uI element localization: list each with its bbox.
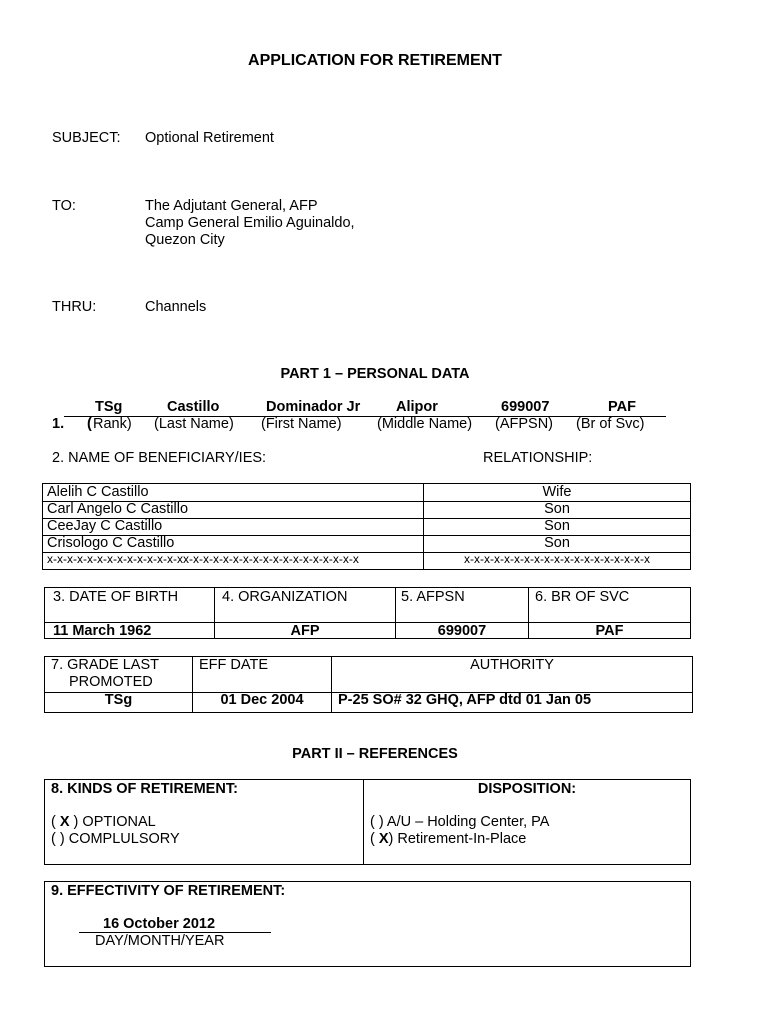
effectivity-label: 9. EFFECTIVITY OF RETIREMENT:	[51, 883, 286, 899]
organization-value: AFP	[290, 623, 320, 639]
grade-header-line2: PROMOTED	[69, 674, 153, 690]
to-line-2: Camp General Emilio Aguinaldo,	[145, 215, 355, 231]
holding-center-option: ( ) A/U – Holding Center, PA	[370, 814, 550, 830]
to-line-1: The Adjutant General, AFP	[145, 198, 318, 214]
optional-option: ( X ) OPTIONAL	[51, 814, 156, 830]
middle-name-caption: (Middle Name)	[377, 416, 473, 432]
grade-header-line1: 7. GRADE LAST	[51, 657, 159, 673]
relationship-label: RELATIONSHIP:	[483, 450, 593, 466]
middle-name-value: Alipor	[396, 399, 438, 415]
beneficiary-relation-4: Son	[544, 535, 570, 551]
beneficiary-table	[42, 483, 691, 570]
eff-date-header: EFF DATE	[199, 657, 269, 673]
subject-value: Optional Retirement	[145, 130, 274, 146]
afpsn-value-cell: 699007	[437, 623, 487, 639]
br-svc-caption: (Br of Svc)	[576, 416, 645, 432]
grade-value: TSg	[104, 692, 133, 708]
first-name-caption: (First Name)	[261, 416, 342, 432]
retirement-in-place-mark: X	[378, 831, 389, 847]
rank-caption-paren: (	[87, 416, 92, 432]
beneficiary-relation-3: Son	[544, 518, 570, 534]
subject-label: SUBJECT:	[52, 130, 121, 146]
afpsn-header: 5. AFPSN	[401, 589, 465, 605]
part1-heading: PART 1 – PERSONAL DATA	[280, 366, 470, 382]
beneficiary-filler-name: x-x-x-x-x-x-x-x-x-x-x-x-x-xx-x-x-x-x-x-x-x-x-x-x-x-x-x-x-x-x-x	[47, 552, 359, 566]
br-svc-value: PAF	[608, 399, 636, 415]
retirement-in-place-option: ( X) Retirement-In-Place	[370, 831, 527, 847]
thru-label: THRU:	[52, 299, 97, 315]
authority-header: AUTHORITY	[470, 657, 554, 673]
page-title: APPLICATION FOR RETIREMENT	[248, 52, 502, 69]
afpsn-caption: (AFPSN)	[495, 416, 553, 432]
personal-data-table	[44, 587, 691, 639]
disposition-label: DISPOSITION:	[477, 781, 577, 797]
eff-date-value: 01 Dec 2004	[220, 692, 304, 708]
authority-value: P-25 SO# 32 GHQ, AFP dtd 01 Jan 05	[338, 692, 592, 708]
beneficiary-name-1: Alelih C Castillo	[47, 484, 149, 500]
dob-header: 3. DATE OF BIRTH	[53, 589, 179, 605]
beneficiary-label: 2. NAME OF BENEFICIARY/IES:	[52, 450, 267, 466]
beneficiary-relation-2: Son	[544, 501, 570, 517]
rank-value: TSg	[95, 399, 123, 415]
to-line-3: Quezon City	[145, 232, 225, 248]
part2-heading: PART II – REFERENCES	[292, 746, 458, 762]
first-name-value: Dominador Jr	[266, 399, 361, 415]
last-name-caption: (Last Name)	[154, 416, 234, 432]
organization-header: 4. ORGANIZATION	[222, 589, 348, 605]
effectivity-box	[44, 881, 691, 967]
afpsn-value: 699007	[501, 399, 550, 415]
effectivity-date: 16 October 2012	[103, 916, 216, 932]
kinds-label: 8. KINDS OF RETIREMENT:	[51, 781, 238, 797]
thru-value: Channels	[145, 299, 207, 315]
br-svc-value-cell: PAF	[595, 623, 624, 639]
compulsory-option: ( ) COMPLULSORY	[51, 831, 180, 847]
br-svc-header: 6. BR OF SVC	[535, 589, 630, 605]
promotion-table	[44, 656, 693, 713]
item-1-number: 1.	[52, 416, 65, 432]
last-name-value: Castillo	[167, 399, 220, 415]
dob-value: 11 March 1962	[53, 623, 152, 639]
retirement-kinds-box	[44, 779, 691, 865]
beneficiary-name-4: Crisologo C Castillo	[47, 535, 175, 551]
to-label: TO:	[52, 198, 76, 214]
rank-caption: Rank)	[93, 416, 132, 432]
beneficiary-name-3: CeeJay C Castillo	[47, 518, 163, 534]
effectivity-caption: DAY/MONTH/YEAR	[95, 933, 225, 949]
optional-mark: X	[59, 814, 70, 830]
beneficiary-name-2: Carl Angelo C Castillo	[47, 501, 189, 517]
beneficiary-filler-relation: x-x-x-x-x-x-x-x-x-x-x-x-x-x-x-x-x-x-x	[464, 552, 650, 566]
beneficiary-relation-1: Wife	[542, 484, 572, 500]
